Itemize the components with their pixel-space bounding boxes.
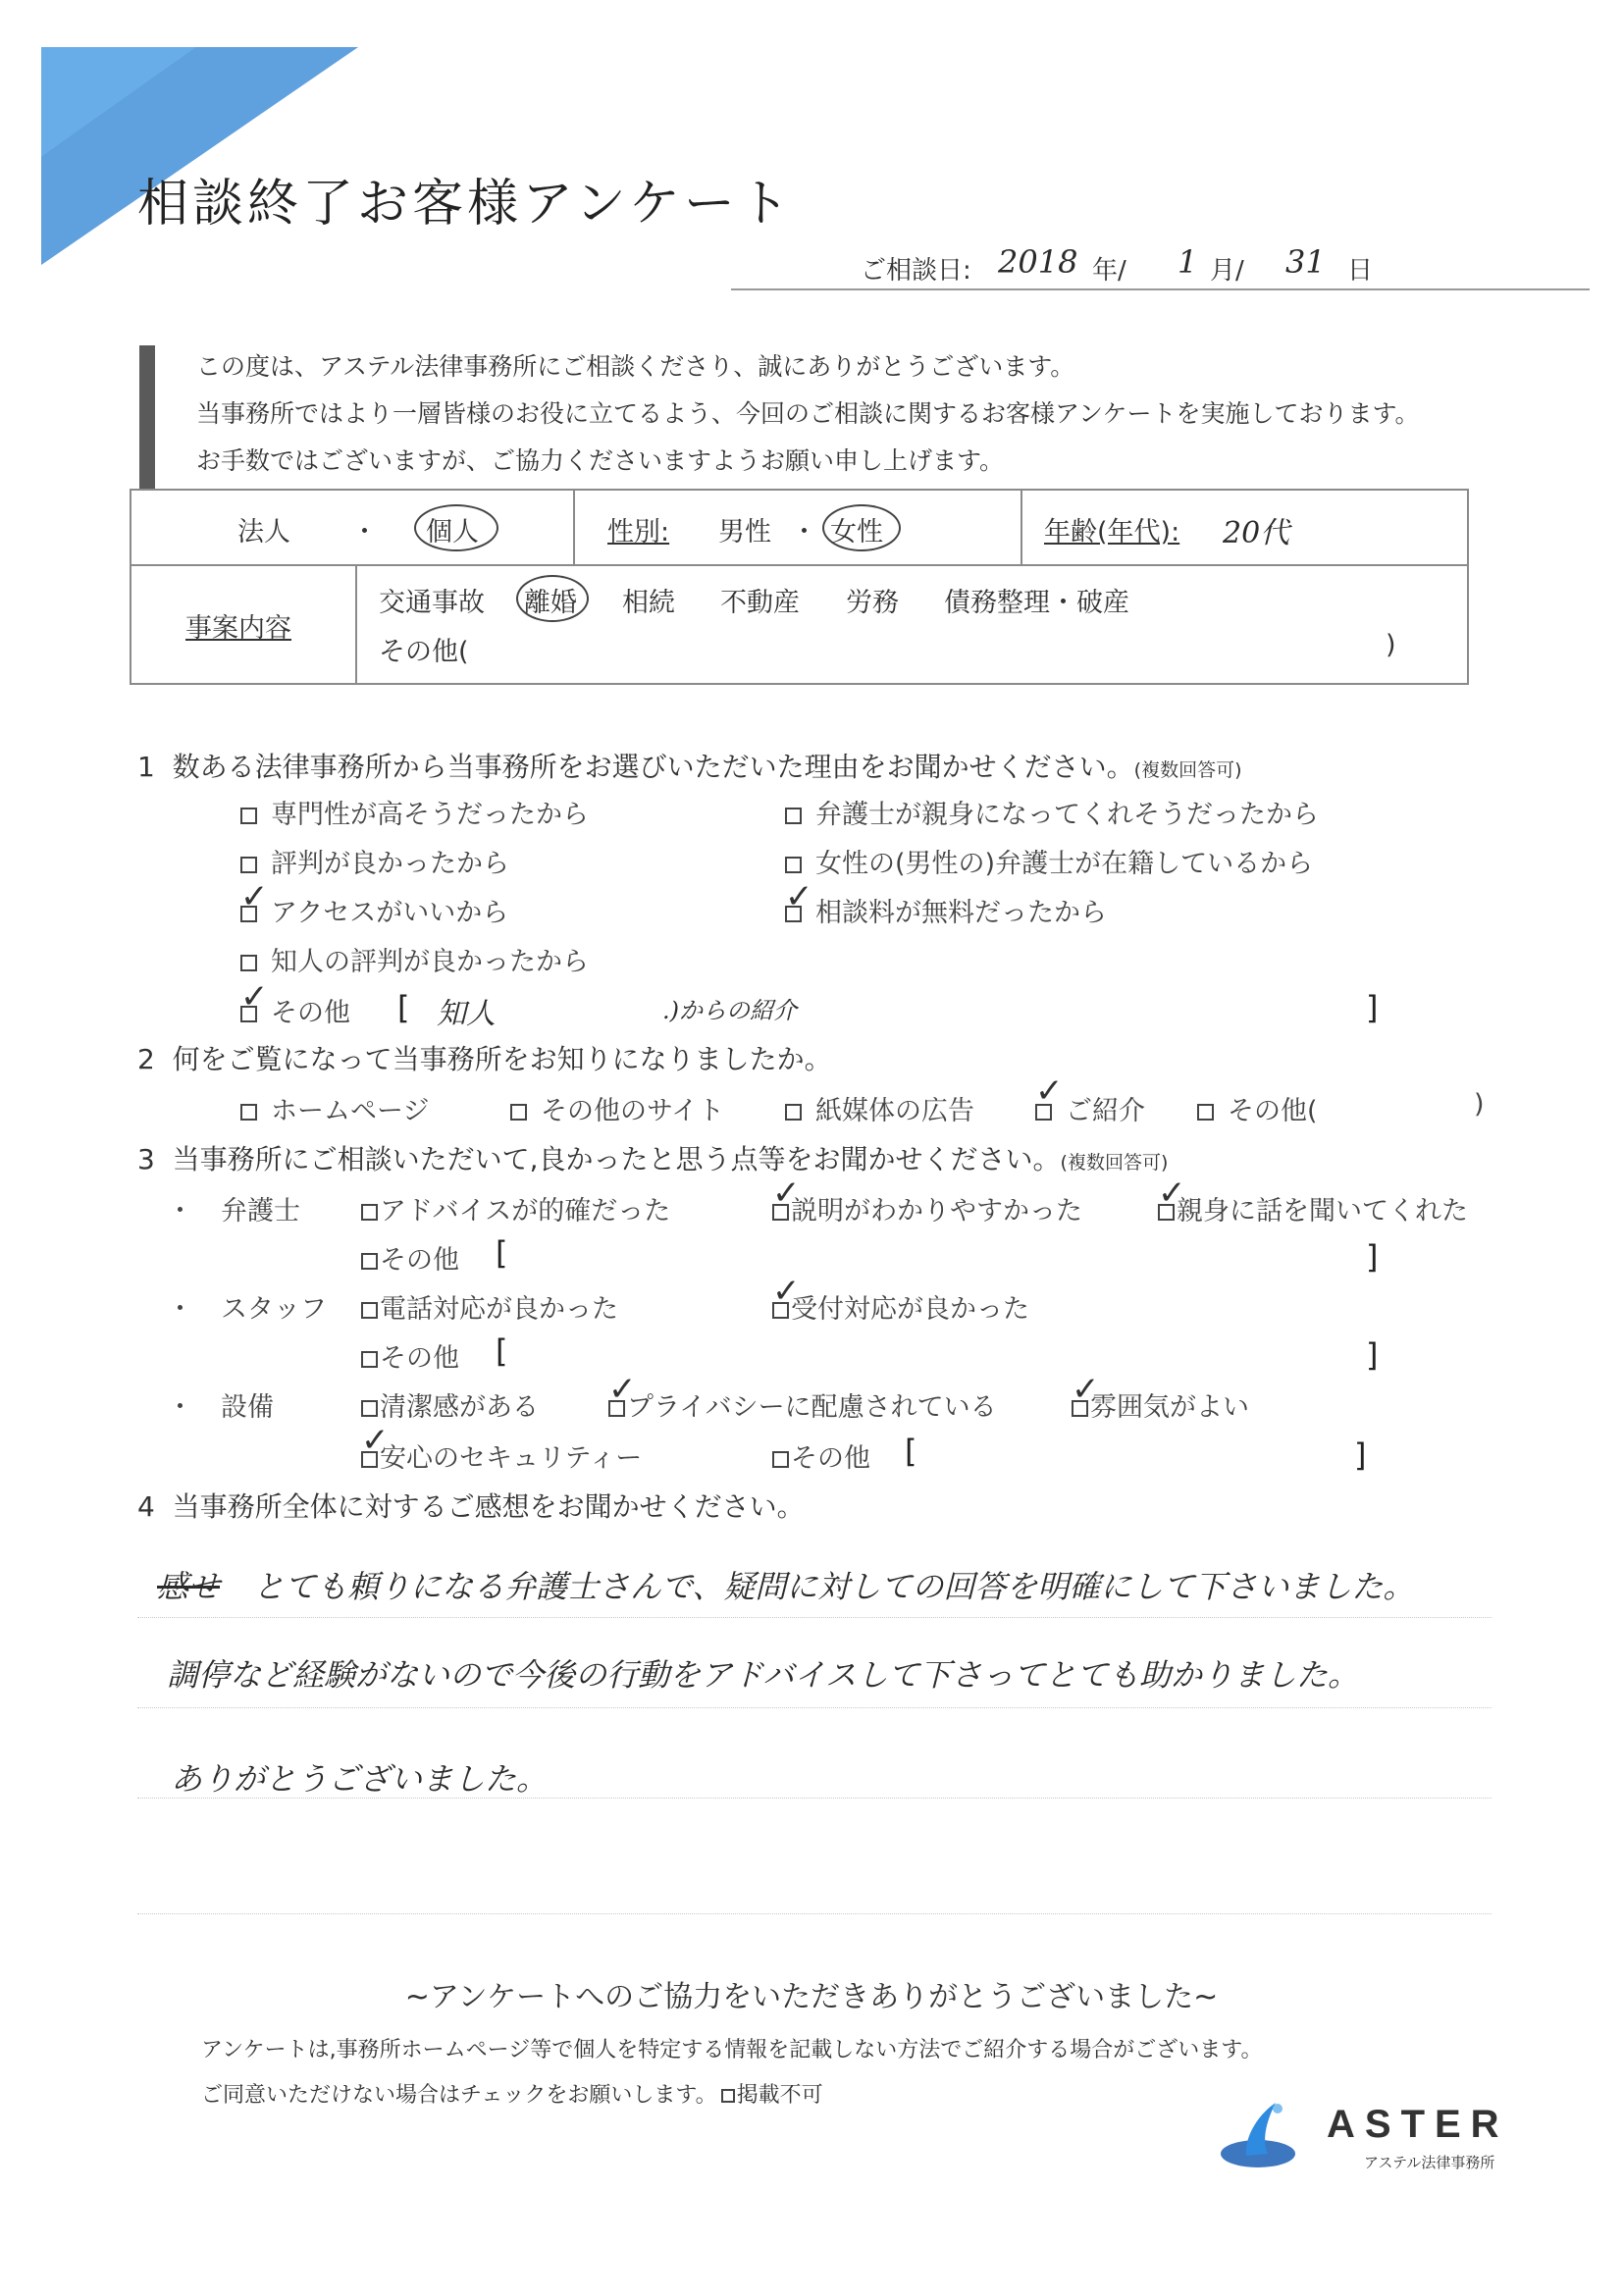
bullet: ・ xyxy=(167,1196,193,1226)
intro-line-3: お手数ではございますが、ご協力くださいますようお願い申し上げます。 xyxy=(196,446,1005,475)
question-text: 当事務所全体に対するご感想をお聞かせください。 xyxy=(172,1490,805,1523)
corner-decoration xyxy=(0,0,412,294)
bracket-open: [ xyxy=(496,1234,508,1272)
table-col-divider-3 xyxy=(355,564,357,685)
crossed-out-text: 感せ xyxy=(157,1568,221,1605)
question-number: 3 xyxy=(137,1143,155,1175)
option-male[interactable]: 男性 xyxy=(718,517,771,548)
separator-dot: ・ xyxy=(351,517,378,548)
case-other-close: ) xyxy=(1386,630,1396,660)
question-text: 当事務所にご相談いただいて,良かったと思う点等をお聞かせください。 xyxy=(172,1143,1061,1175)
option-female[interactable]: 女性 xyxy=(830,517,883,548)
optout-checkbox[interactable] xyxy=(721,2089,735,2103)
check-mark-icon: ✓ xyxy=(240,877,269,916)
case-option-traffic[interactable]: 交通事故 xyxy=(379,588,485,618)
question-note: (複数回答可) xyxy=(1133,759,1242,781)
checkbox-listened-kindly[interactable] xyxy=(1158,1189,1468,1227)
checkbox-icon[interactable] xyxy=(240,1104,257,1121)
option-label: その他 xyxy=(380,1343,459,1374)
checkbox-caring-lawyer[interactable] xyxy=(785,793,1319,831)
date-day[interactable]: 31 xyxy=(1285,243,1326,281)
checkbox-facility-other[interactable] xyxy=(772,1436,870,1475)
checkbox-reception[interactable] xyxy=(772,1287,1029,1326)
checkbox-access[interactable] xyxy=(240,891,508,929)
checkbox-icon[interactable] xyxy=(1197,1104,1214,1121)
checkbox-icon[interactable] xyxy=(240,857,257,873)
option-label: 説明がわかりやすかった xyxy=(791,1196,1082,1226)
option-label: 雰囲気がよい xyxy=(1090,1392,1249,1423)
option-label: ホームページ xyxy=(271,1096,430,1126)
option-label: 清潔感がある xyxy=(380,1392,539,1423)
checkbox-icon[interactable] xyxy=(361,1253,378,1270)
check-mark-icon: ✓ xyxy=(1035,1071,1064,1111)
check-mark-icon: ✓ xyxy=(772,1174,801,1213)
checkbox-icon[interactable] xyxy=(361,1204,378,1221)
intro-line-1: この度は、アステル法律事務所にご相談くださり、誠にありがとうございます。 xyxy=(196,352,1075,381)
table-row-divider xyxy=(131,564,1467,566)
checkbox-reputation[interactable] xyxy=(240,842,509,880)
option-label: その他( xyxy=(1228,1096,1318,1126)
date-month-unit: 月/ xyxy=(1210,256,1244,286)
question-note: (複数回答可) xyxy=(1060,1152,1169,1174)
category-staff: スタッフ xyxy=(221,1294,327,1325)
question-2 xyxy=(137,1038,832,1077)
check-mark-icon: ✓ xyxy=(1158,1174,1186,1213)
checkbox-icon[interactable] xyxy=(785,857,802,873)
checkbox-icon[interactable] xyxy=(785,1104,802,1121)
gender-label: 性別: xyxy=(607,517,670,548)
option-kojin[interactable]: 個人 xyxy=(426,517,479,548)
footer-note-2-text: ご同意いただけない場合はチェックをお願いします。 xyxy=(201,2083,717,2108)
intro-sidebar-bar xyxy=(139,345,155,489)
date-year-unit: 年/ xyxy=(1092,256,1126,286)
logo-text: ASTER xyxy=(1327,2103,1509,2146)
checkbox-security[interactable] xyxy=(361,1436,642,1475)
case-label: 事案内容 xyxy=(185,613,291,644)
check-mark-icon: ✓ xyxy=(1072,1370,1100,1409)
case-option-labor[interactable]: 労務 xyxy=(846,588,899,618)
option-label: 相談料が無料だったから xyxy=(815,898,1107,928)
checkbox-icon[interactable] xyxy=(361,1302,378,1319)
question-4 xyxy=(137,1486,805,1525)
writing-line xyxy=(137,1913,1492,1914)
aster-logo xyxy=(1217,2095,1550,2183)
checkbox-acquaintance[interactable] xyxy=(240,940,589,978)
question-text: 何をご覧になって当事務所をお知りになりましたか。 xyxy=(172,1043,832,1075)
checkbox-icon[interactable] xyxy=(361,1351,378,1368)
info-table xyxy=(130,489,1469,685)
footer-note-1: アンケートは,事務所ホームページ等で個人を特定する情報を記載しない方法でご紹介する場合がございます。 xyxy=(201,2038,1263,2062)
checkbox-icon[interactable] xyxy=(772,1451,789,1468)
checkbox-other-site[interactable] xyxy=(510,1089,724,1127)
option-label: アクセスがいいから xyxy=(271,898,509,928)
q1-other-answer[interactable]: 知人 xyxy=(437,997,496,1031)
selected-circle-mark xyxy=(822,504,901,551)
intro-text xyxy=(196,343,1550,485)
check-mark-icon: ✓ xyxy=(361,1421,390,1460)
comment-line-1: とても頼りになる弁護士さんで、疑問に対しての回答を明確にして下さいました。 xyxy=(253,1568,1415,1605)
question-number: 1 xyxy=(137,751,155,783)
category-lawyer: 弁護士 xyxy=(221,1196,300,1226)
question-3 xyxy=(137,1138,1168,1177)
case-option-other[interactable]: その他( xyxy=(379,637,469,667)
checkbox-phone-response[interactable] xyxy=(361,1287,618,1326)
q1-other-answer-suffix[interactable]: .)からの紹介 xyxy=(662,997,797,1024)
check-mark-icon: ✓ xyxy=(608,1370,637,1409)
check-mark-icon: ✓ xyxy=(772,1272,801,1311)
checkbox-icon[interactable] xyxy=(361,1400,378,1417)
question-number: 4 xyxy=(137,1490,155,1523)
checkbox-gender-lawyer[interactable] xyxy=(785,842,1313,880)
option-label: 親身に話を聞いてくれた xyxy=(1177,1196,1468,1226)
checkbox-expertise[interactable] xyxy=(240,793,589,831)
option-label: ご紹介 xyxy=(1066,1096,1145,1126)
bracket-open: [ xyxy=(496,1332,508,1370)
option-label: プライバシーに配慮されている xyxy=(627,1392,997,1423)
bullet: ・ xyxy=(167,1294,193,1325)
bullet: ・ xyxy=(167,1392,193,1423)
date-year[interactable]: 2018 xyxy=(998,243,1078,281)
date-month[interactable]: 1 xyxy=(1178,243,1198,281)
bracket-close: ] xyxy=(1366,989,1379,1026)
date-day-unit: 日 xyxy=(1347,256,1374,286)
logo-mark-icon xyxy=(1217,2095,1305,2183)
checkbox-icon[interactable] xyxy=(785,808,802,824)
age-label: 年齢(年代): xyxy=(1044,517,1180,548)
logo-subtext: アステル法律事務所 xyxy=(1364,2154,1495,2171)
option-label: 安心のセキュリティー xyxy=(380,1443,643,1474)
footer-note-2 xyxy=(201,2078,823,2109)
comment-line-2: 調停など経験がないので今後の行動をアドバイスして下さってとても助かりました。 xyxy=(167,1656,1360,1694)
checkbox-free-consult[interactable] xyxy=(785,891,1107,929)
intro-line-2: 当事務所ではより一層皆様のお役に立てるよう、今回のご相談に関するお客様アンケートを実施しております。 xyxy=(196,399,1420,428)
date-row xyxy=(731,245,1590,290)
comment-area[interactable] xyxy=(137,1531,1511,1913)
question-number: 2 xyxy=(137,1043,155,1075)
case-option-debt[interactable]: 債務整理・破産 xyxy=(944,588,1129,618)
table-col-divider-2 xyxy=(1021,491,1022,564)
case-option-realestate[interactable]: 不動産 xyxy=(720,588,800,618)
case-option-divorce[interactable]: 離婚 xyxy=(524,588,577,618)
comment-line-3: ありがとうございました。 xyxy=(171,1760,549,1798)
checkbox-lawyer-other[interactable] xyxy=(361,1238,459,1277)
category-facility: 設備 xyxy=(221,1392,274,1423)
checkbox-staff-other[interactable] xyxy=(361,1336,459,1375)
question-text: 数ある法律事務所から当事務所をお選びいただいた理由をお聞かせください。 xyxy=(172,751,1134,783)
option-label: 弁護士が親身になってくれそうだったから xyxy=(815,800,1319,830)
selected-circle-mark xyxy=(516,575,589,622)
check-mark-icon: ✓ xyxy=(240,977,269,1017)
option-label: 専門性が高そうだったから xyxy=(271,800,589,830)
option-houjin[interactable]: 法人 xyxy=(237,517,290,548)
case-option-inheritance[interactable]: 相続 xyxy=(622,588,675,618)
page-title: 相談終了お客様アンケート xyxy=(137,175,794,234)
checkbox-icon[interactable] xyxy=(240,808,257,824)
checkbox-homepage[interactable] xyxy=(240,1089,429,1127)
writing-line xyxy=(137,1707,1492,1708)
bracket-open: [ xyxy=(397,989,410,1026)
bracket-close: ] xyxy=(1366,1336,1379,1374)
option-label: 電話対応が良かった xyxy=(380,1294,618,1325)
checkbox-paper-ad[interactable] xyxy=(785,1089,974,1127)
checkbox-clear-explanation[interactable] xyxy=(772,1189,1082,1227)
thank-you-message: ~アンケートへのご協力をいただきありがとうございました~ xyxy=(404,1980,1219,2014)
paren-close: ) xyxy=(1474,1089,1485,1120)
checkbox-icon[interactable] xyxy=(510,1104,527,1121)
option-label: 女性の(男性の)弁護士が在籍しているから xyxy=(815,849,1314,879)
option-label: 知人の評判が良かったから xyxy=(271,947,589,977)
option-label: その他 xyxy=(380,1245,459,1276)
option-label: その他 xyxy=(271,998,350,1028)
bracket-open: [ xyxy=(905,1433,917,1470)
separator-dot: ・ xyxy=(791,517,817,548)
option-label: アドバイスが的確だった xyxy=(380,1196,671,1226)
checkbox-other[interactable] xyxy=(1197,1089,1318,1127)
question-1 xyxy=(137,746,1241,785)
selected-circle-mark xyxy=(414,504,498,551)
age-value[interactable]: 20代 xyxy=(1223,516,1290,550)
option-label: 評判が良かったから xyxy=(271,849,509,879)
checkbox-icon[interactable] xyxy=(240,955,257,971)
bracket-close: ] xyxy=(1354,1436,1367,1474)
date-label: ご相談日: xyxy=(861,256,971,286)
check-mark-icon: ✓ xyxy=(785,877,813,916)
option-label: 紙媒体の広告 xyxy=(815,1096,974,1126)
bracket-close: ] xyxy=(1366,1238,1379,1276)
option-label: その他 xyxy=(791,1443,870,1474)
optout-label: 掲載不可 xyxy=(736,2083,823,2108)
checkbox-accurate-advice[interactable] xyxy=(361,1189,670,1227)
writing-line xyxy=(137,1617,1492,1618)
table-col-divider-1 xyxy=(573,491,575,564)
option-label: その他のサイト xyxy=(541,1096,725,1126)
checkbox-cleanliness[interactable] xyxy=(361,1385,539,1424)
option-label: 受付対応が良かった xyxy=(791,1294,1029,1325)
checkbox-privacy[interactable] xyxy=(608,1385,997,1424)
